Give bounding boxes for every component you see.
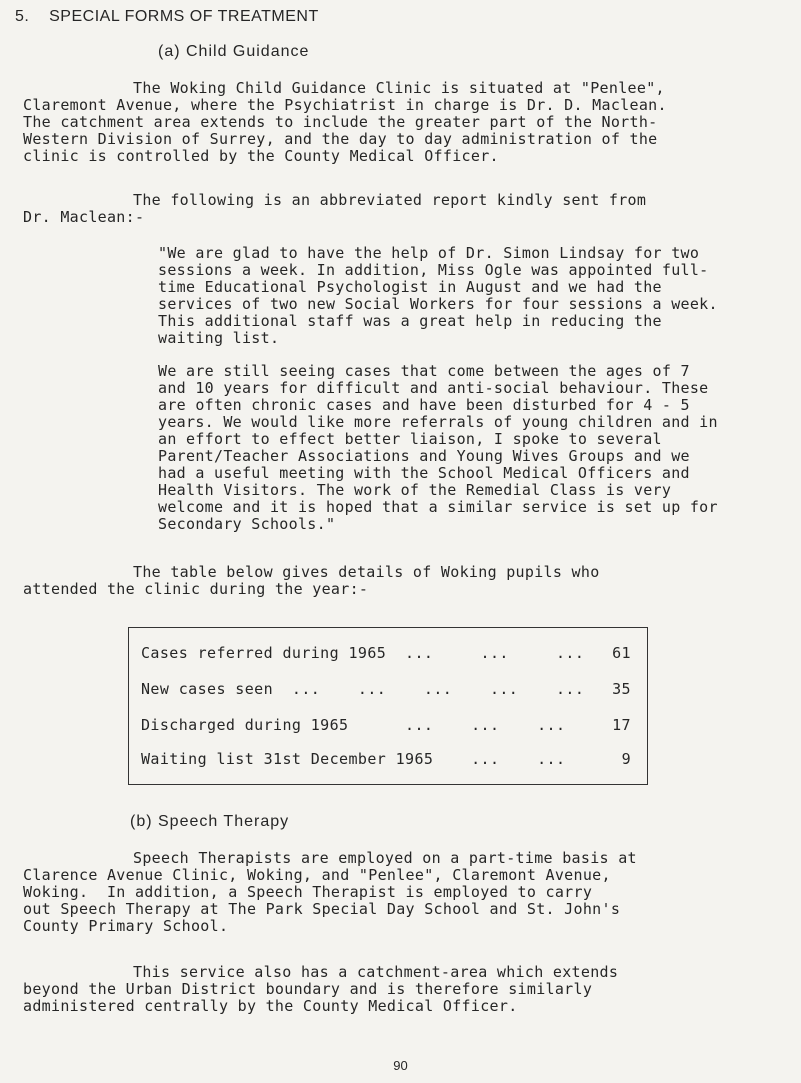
speech-therapy-paragraph-2: This service also has a catchment-area which extends beyond the Urban District boundary and is therefore similarly administered centrally by the County Medical Officer.	[23, 963, 619, 1015]
section-title: SPECIAL FORMS OF TREATMENT	[49, 8, 319, 25]
report-quote-1: "We are glad to have the help of Dr. Simon Lindsay for two sessions a week. In addition, Miss Ogle was appointed full-time Educational Psychologist in August and we had the services of two new Social Workers for four sessions a week. This additional staff was a great help in reducing the waiting list.	[158, 244, 718, 347]
child-guidance-paragraph-3: The table below gives details of Woking pupils who attended the clinic during the year:-	[23, 563, 600, 598]
speech-therapy-paragraph-1: Speech Therapists are employed on a part-time basis at Clarence Avenue Clinic, Woking, and "Penlee", Claremont Avenue, Woking. In addition, a Speech Therapist is employed to carry out Speech Therapy at The Park Special Day School and St. John's County Primary School.	[23, 849, 637, 935]
clinic-statistics-table	[128, 627, 648, 785]
section-number: 5.	[15, 8, 30, 25]
child-guidance-paragraph-1: The Woking Child Guidance Clinic is situated at "Penlee", Claremont Avenue, where the Psychiatrist in charge is Dr. D. Maclean. The catchment area extends to include the greater part of the North- Western Division of Surrey, and the day to day administration of the clinic is controlled by the County Medical Officer.	[23, 79, 667, 165]
table-row: Discharged during 1965 ... ... ... 17	[141, 716, 631, 734]
page-number: 90	[393, 1058, 408, 1073]
child-guidance-paragraph-2: The following is an abbreviated report kindly sent from Dr. Maclean:-	[23, 191, 647, 226]
report-quote-2: We are still seeing cases that come between the ages of 7 and 10 years for difficult and anti-social behaviour. These are often chronic cases and have been disturbed for 4 - 5 years. We would like more referrals of young children and in an effort to effect better liaison, I spoke to several Parent/Teacher Associations and Young Wives Groups and we had a useful meeting with the School Medical Officers and Health Visitors. The work of the Remedial Class is very welcome and it is hoped that a similar service is set up for Secondary Schools."	[158, 362, 718, 533]
speech-therapy-heading: (b) Speech Therapy	[130, 813, 290, 830]
table-row: Waiting list 31st December 1965 ... ... 9	[141, 750, 631, 768]
section-heading	[15, 8, 319, 26]
table-row: New cases seen ... ... ... ... ... 35	[141, 680, 631, 698]
child-guidance-heading: (a) Child Guidance	[158, 43, 310, 60]
table-row: Cases referred during 1965 ... ... ... 61	[141, 644, 631, 662]
